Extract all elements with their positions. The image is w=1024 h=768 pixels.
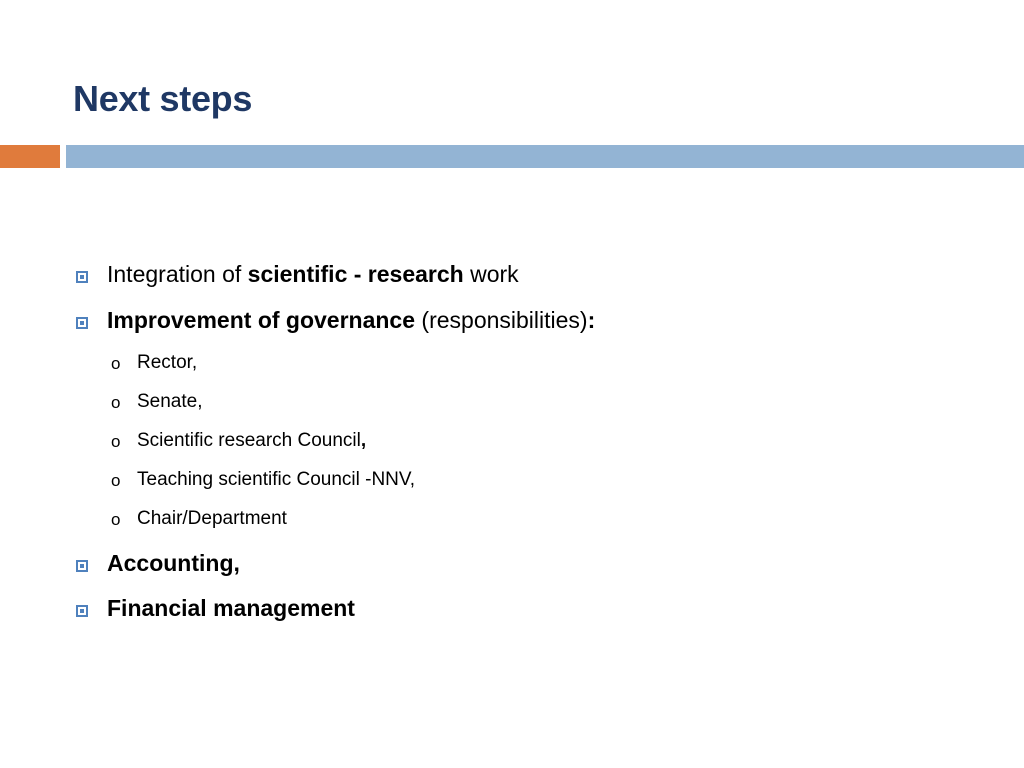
sub-list-item-text: Rector, (137, 352, 198, 373)
accent-bar-orange (0, 145, 60, 168)
square-bullet-icon (76, 560, 88, 572)
list-item-text: (responsibilities) (415, 307, 588, 333)
circle-bullet-icon: o (111, 510, 121, 529)
sub-list-item-text: Chair/Department (137, 508, 287, 529)
square-bullet-icon (76, 317, 88, 329)
list-item-bold-text: Improvement of governance (107, 307, 416, 333)
list-item (107, 595, 355, 622)
sub-list-item (137, 352, 197, 374)
list-item-bold-text: : (587, 307, 596, 333)
circle-bullet-icon: o (111, 471, 121, 490)
list-item-bold-text: Financial management (107, 595, 355, 621)
circle-bullet-icon: o (111, 432, 121, 451)
sub-list-item-text: Teaching scientific Council -NNV, (137, 469, 416, 490)
circle-bullet-icon: o (111, 393, 121, 412)
sub-list-item-text: Scientific research Council (137, 430, 361, 451)
sub-list-item (137, 508, 287, 530)
slide-title: Next steps (73, 78, 253, 119)
circle-bullet-icon: o (111, 354, 121, 373)
list-item-bold-text: scientific - research (247, 261, 464, 287)
list-item-text: work (463, 261, 519, 287)
list-item-text: Integration of (107, 261, 248, 287)
list-item-bold-text: Accounting, (107, 550, 240, 576)
sub-list-item-text: Senate, (137, 391, 203, 412)
list-item (107, 550, 240, 577)
sub-list-item (137, 469, 415, 491)
list-item (107, 307, 595, 334)
sub-list-item (137, 430, 366, 452)
list-item (107, 261, 519, 288)
sub-list-item (137, 391, 203, 413)
sub-list-item-bold-text: , (360, 430, 367, 451)
accent-bar-blue (66, 145, 1024, 168)
square-bullet-icon (76, 605, 88, 617)
square-bullet-icon (76, 271, 88, 283)
